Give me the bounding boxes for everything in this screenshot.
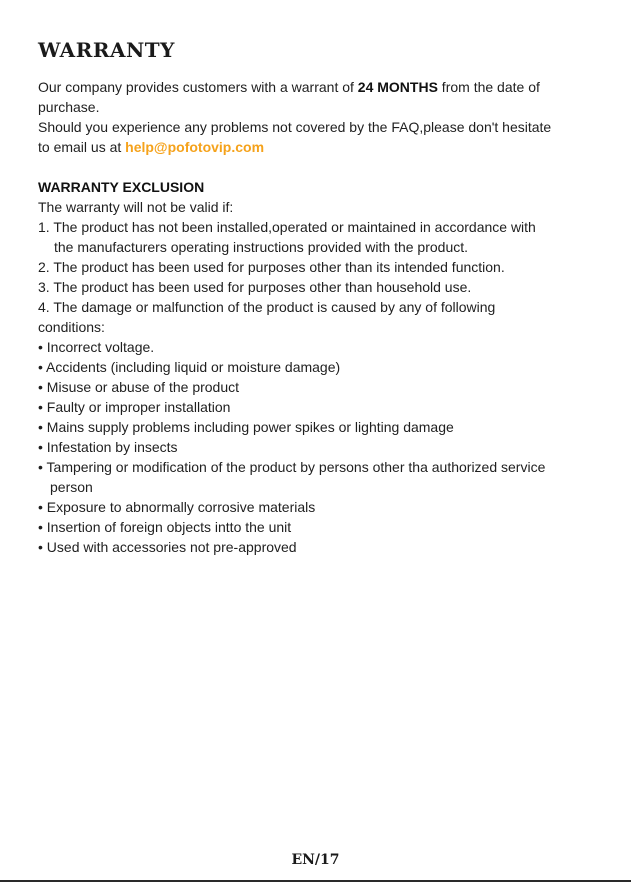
intro-text: from the date of xyxy=(437,79,540,95)
document-page xyxy=(38,38,608,557)
spacer xyxy=(38,157,608,177)
numbered-item-continuation: conditions: xyxy=(38,319,105,335)
intro-line-1 xyxy=(38,77,608,97)
intro-text: to email us at xyxy=(38,139,126,155)
page-title: WARRANTY xyxy=(38,38,175,62)
bullet-item: • Misuse or abuse of the product xyxy=(38,379,240,395)
numbered-item: 2. The product has been used for purposes other than its intended function. xyxy=(38,259,505,275)
warranty-period: 24 MONTHS xyxy=(357,79,438,95)
bullet-item: • Accidents (including liquid or moisture damage) xyxy=(38,359,341,375)
exclusion-lead: The warranty will not be valid if: xyxy=(38,199,234,215)
bullet-item: • Mains supply problems including power spikes or lighting damage xyxy=(38,419,454,435)
numbered-item: 1. The product has not been installed,operated or maintained in accordance with xyxy=(38,219,536,235)
numbered-item: 4. The damage or malfunction of the product is caused by any of following xyxy=(38,299,496,315)
intro-line-2: purchase. xyxy=(38,99,100,115)
numbered-item-continuation: the manufacturers operating instructions provided with the product. xyxy=(54,239,469,255)
support-email-link[interactable]: help@pofotovip.com xyxy=(125,139,265,155)
intro-line-4 xyxy=(38,137,608,157)
exclusion-heading: WARRANTY EXCLUSION xyxy=(38,179,205,195)
bullet-item: • Infestation by insects xyxy=(38,439,178,455)
intro-text: Our company provides customers with a warrant of xyxy=(38,79,358,95)
intro-line-3: Should you experience any problems not covered by the FAQ,please don't hesitate xyxy=(38,119,552,135)
bullet-item-continuation: person xyxy=(50,479,93,495)
numbered-item: 3. The product has been used for purposes other than household use. xyxy=(38,279,472,295)
page-number: EN/17 xyxy=(291,852,340,868)
bullet-item: • Used with accessories not pre-approved xyxy=(38,539,297,555)
bullet-item: • Insertion of foreign objects intto the unit xyxy=(38,519,292,535)
bullet-item: • Tampering or modification of the product by persons other tha authorized service xyxy=(38,459,546,475)
bullet-item: • Incorrect voltage. xyxy=(38,339,155,355)
bullet-item: • Faulty or improper installation xyxy=(38,399,231,415)
bottom-divider xyxy=(0,880,631,882)
bullet-item: • Exposure to abnormally corrosive materials xyxy=(38,499,316,515)
